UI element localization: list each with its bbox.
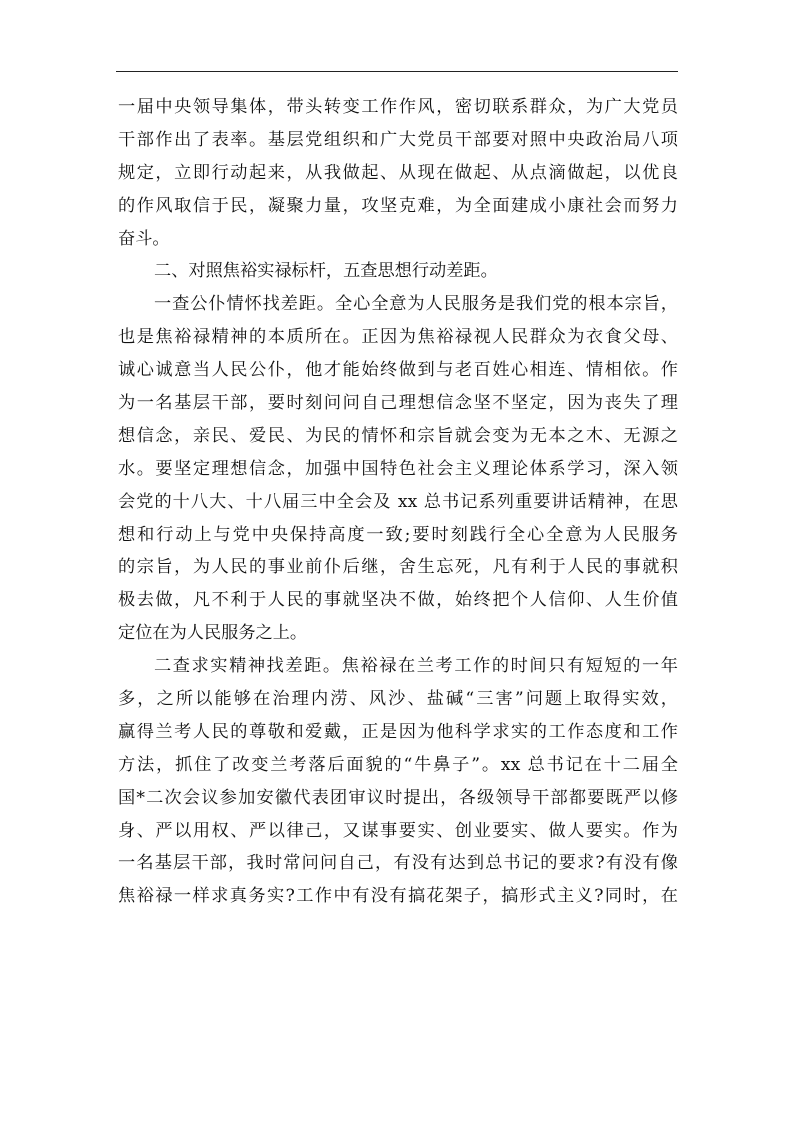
text-line: 焦裕禄一样求真务实?工作中有没有搞花架子，搞形式主义?同时，在 [118,886,678,907]
text-line: 奋斗。 [118,228,170,249]
text-line: 会党的十八大、十八届三中全会及 xx 总书记系列重要讲话精神，在思 [118,491,678,512]
text-line: 多，之所以能够在治理内涝、风沙、盐碱“三害”问题上取得实效， [118,689,678,710]
section-heading: 二、对照焦裕实禄标杆，五查思想行动差距。 [154,261,498,282]
text-line: 一届中央领导集体，带头转变工作作风，密切联系群众，为广大党员 [118,97,678,117]
text-line: 想信念，亲民、爱民、为民的情怀和宗旨就会变为无本之木、无源之 [118,425,678,446]
text-line: 规定，立即行动起来，从我做起、从现在做起、从点滴做起，以优良 [118,162,678,183]
text-line: 的作风取信于民，凝聚力量，攻坚克难，为全面建成小康社会而努力 [118,195,678,216]
body-text [118,91,678,913]
paragraph-first-line: 二查求实精神找差距。焦裕禄在兰考工作的时间只有短短的一年 [154,656,678,677]
text-line: 也是焦裕禄精神的本质所在。正因为焦裕禄视人民群众为衣食父母、 [118,327,678,348]
text-line: 极去做，凡不利于人民的事就坚决不做，始终把个人信仰、人生价值 [118,590,678,611]
text-line: 赢得兰考人民的尊敬和爱戴，正是因为他科学求实的工作态度和工作 [118,721,678,742]
text-line: 诚心诚意当人民公仆，他才能始终做到与老百姓心相连、情相依。作 [118,360,678,381]
text-line: 国*二次会议参加安徽代表团审议时提出，各级领导干部都要既严以修 [118,787,678,808]
text-line: 方法，抓住了改变兰考落后面貌的“牛鼻子”。xx 总书记在十二届全 [118,754,678,775]
text-line: 一名基层干部，我时常问问自己，有没有达到总书记的要求?有没有像 [118,853,678,874]
text-line: 水。要坚定理想信念，加强中国特色社会主义理论体系学习，深入领 [118,458,678,479]
text-line: 为一名基层干部，要时刻问问自己理想信念坚不坚定，因为丧失了理 [118,393,678,414]
text-line: 干部作出了表率。基层党组织和广大党员干部要对照中央政治局八项 [118,129,678,150]
paragraph-first-line: 一查公仆情怀找差距。全心全意为人民服务是我们党的根本宗旨， [154,294,678,315]
text-line: 想和行动上与党中央保持高度一致;要时刻践行全心全意为人民服务 [118,524,678,545]
header-rule [116,71,678,72]
text-line: 身、严以用权、严以律己，又谋事要实、创业要实、做人要实。作为 [118,820,678,841]
text-line: 的宗旨，为人民的事业前仆后继，舍生忘死，凡有利于人民的事就积 [118,557,678,578]
text-line: 定位在为人民服务之上。 [118,623,308,644]
